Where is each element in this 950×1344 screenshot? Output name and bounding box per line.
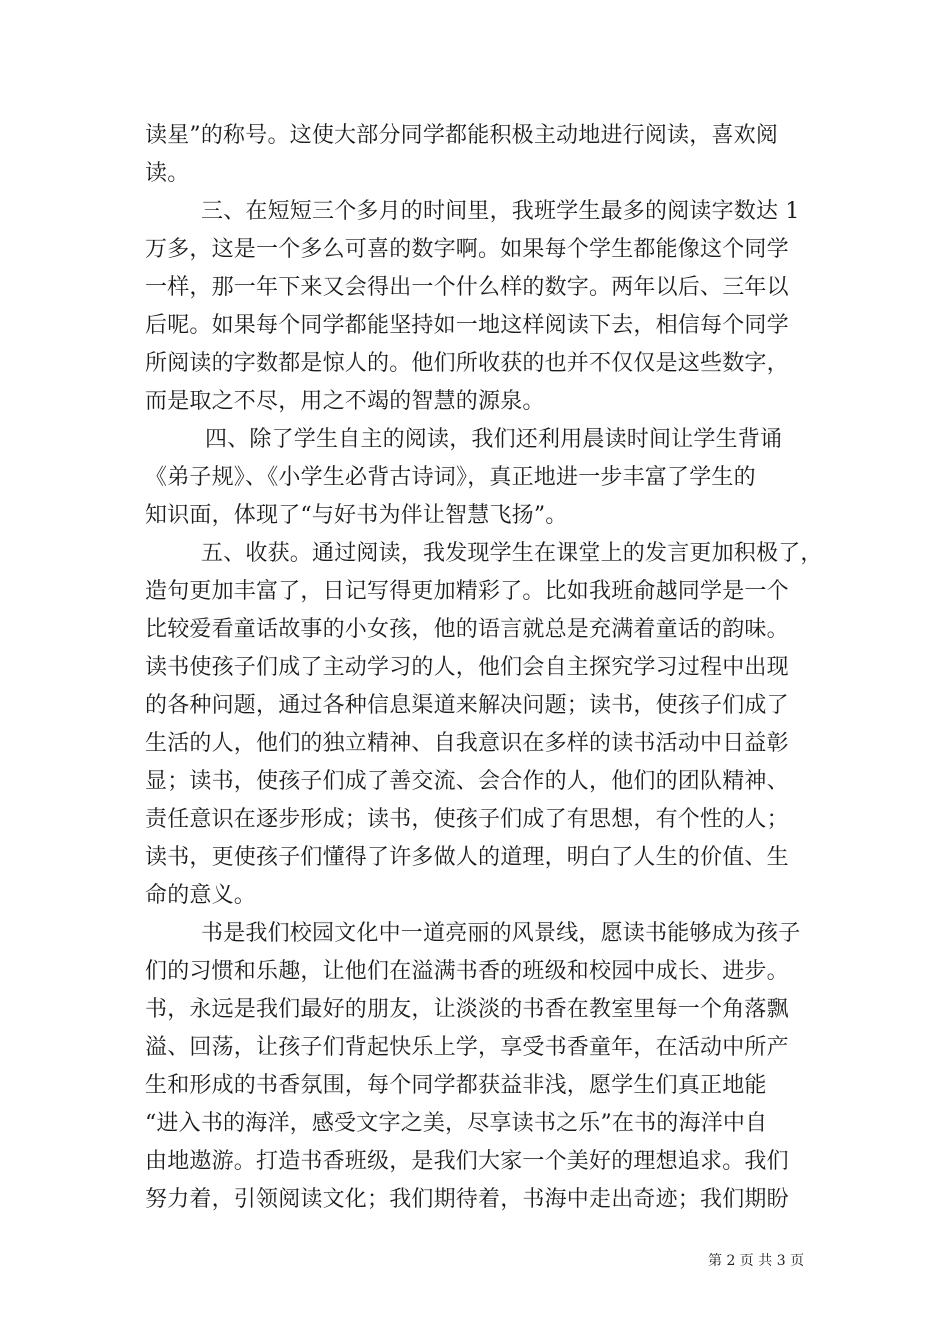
text-line: 而是取之不尽，用之不竭的智慧的源泉。 bbox=[145, 389, 545, 414]
text-line: 显；读书，使孩子们成了善交流、会合作的人，他们的团队精神、 bbox=[145, 769, 789, 794]
text-line: 知识面，体现了“与好书为伴让智慧飞扬”。 bbox=[145, 503, 568, 528]
text-line: “进入书的海洋，感受文字之美，尽享读书之乐”在书的海洋中自 bbox=[145, 1111, 768, 1136]
text-line: 生和形成的书香氛围，每个同学都获益非浅，愿学生们真正地能 bbox=[145, 1073, 767, 1098]
text-line: 万多，这是一个多么可喜的数字啊。如果每个学生都能像这个同学 bbox=[145, 237, 789, 262]
paragraph-4-start: 四、除了学生自主的阅读，我们还利用晨读时间让学生背诵 bbox=[205, 427, 783, 452]
text-line: 读书使孩子们成了主动学习的人，他们会自主探究学习过程中出现 bbox=[145, 655, 789, 680]
page-number: 第 2 页 共 3 页 bbox=[708, 1253, 805, 1269]
paragraph-6-start: 书是我们校园文化中一道亮丽的风景线，愿读书能够成为孩子 bbox=[201, 921, 801, 946]
text-line: 比较爱看童话故事的小女孩，他的语言就总是充满着童话的韵味。 bbox=[145, 617, 789, 642]
text-line: 书，永远是我们最好的朋友，让淡淡的书香在教室里每一个角落飘 bbox=[145, 997, 789, 1022]
text-line: 生活的人，他们的独立精神、自我意识在多样的读书活动中日益彰 bbox=[145, 731, 789, 756]
text-line: 造句更加丰富了，日记写得更加精彩了。比如我班俞越同学是一个 bbox=[145, 579, 789, 604]
text-line: 《弟子规》、《小学生必背古诗词》，真正地进一步丰富了学生的 bbox=[145, 465, 756, 490]
text-line: 读。 bbox=[145, 161, 190, 186]
text-line: 责任意识在逐步形成；读书，使孩子们成了有思想，有个性的人； bbox=[145, 807, 789, 832]
text-line: 们的习惯和乐趣，让他们在溢满书香的班级和校园中成长、进步。 bbox=[145, 959, 789, 984]
paragraph-3-start: 三、在短短三个多月的时间里，我班学生最多的阅读字数达 1 bbox=[201, 199, 800, 224]
text-line: 后呢。如果每个同学都能坚持如一地这样阅读下去，相信每个同学 bbox=[145, 313, 789, 338]
text-line: 的各种问题，通过各种信息渠道来解决问题；读书，使孩子们成了 bbox=[145, 693, 789, 718]
text-line: 读书，更使孩子们懂得了许多做人的道理，明白了人生的价值、生 bbox=[145, 845, 789, 870]
text-line: 溢、回荡，让孩子们背起快乐上学，享受书香童年，在活动中所产 bbox=[145, 1035, 789, 1060]
paragraph-5-start: 五、收获。通过阅读，我发现学生在课堂上的发言更加积极了， bbox=[201, 541, 823, 566]
text-line: 由地遨游。打造书香班级，是我们大家一个美好的理想追求。我们 bbox=[145, 1149, 789, 1174]
text-line: 读星”的称号。这使大部分同学都能积极主动地进行阅读，喜欢阅 bbox=[145, 123, 779, 148]
text-line: 命的意义。 bbox=[145, 883, 257, 908]
text-line: 所阅读的字数都是惊人的。他们所收获的也并不仅仅是这些数字， bbox=[145, 351, 789, 376]
text-line: 努力着，引领阅读文化；我们期待着，书海中走出奇迹；我们期盼 bbox=[145, 1187, 789, 1212]
text-line: 一样，那一年下来又会得出一个什么样的数字。两年以后、三年以 bbox=[145, 275, 789, 300]
